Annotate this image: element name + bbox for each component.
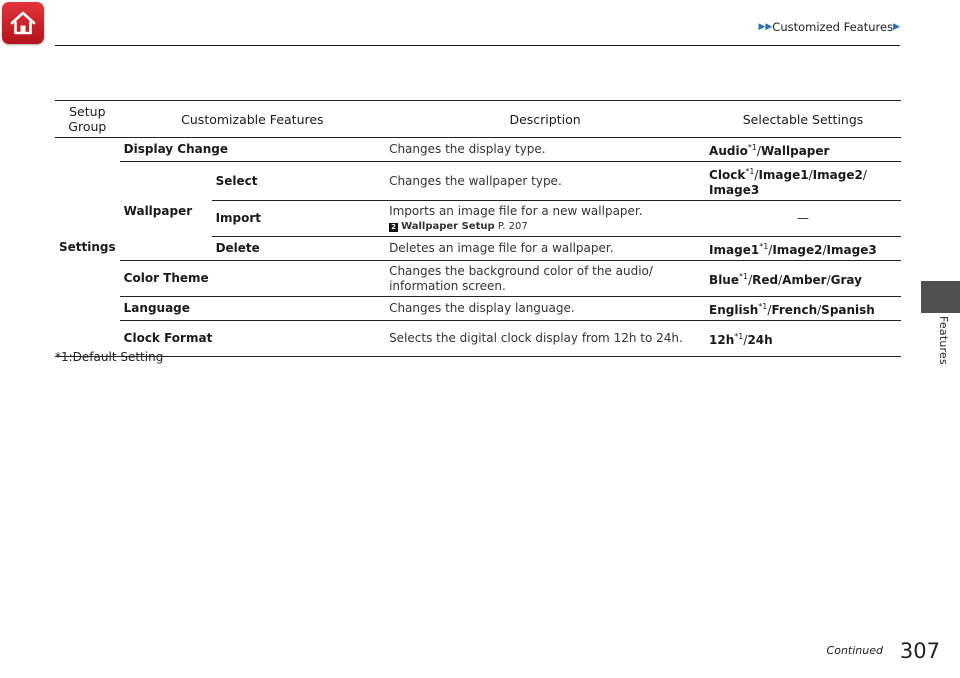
table-row [55,297,901,321]
subfeature-select: Select [212,162,385,201]
home-icon [7,7,39,39]
description-display-change: Changes the display type. [385,138,705,162]
description-select: Changes the wallpaper type. [385,162,705,201]
home-button[interactable] [2,2,44,44]
header-divider [55,45,900,46]
feature-language: Language [120,297,385,321]
table-row [55,138,901,162]
table-row [55,321,901,357]
setup-group-settings: Settings [55,138,120,357]
page-number: 307 [899,639,940,663]
settings-clock-format: $12h^{*1}/24h$ [705,321,901,357]
description-color-theme: Changes the background color of the audio/ information screen. [385,261,705,297]
feature-wallpaper: Wallpaper [120,162,212,261]
settings-delete: Image1$^{*1}$/Image2/Image3 [705,237,901,261]
description-language: Changes the display language. [385,297,705,321]
header-description: Description [385,101,705,138]
breadcrumb-next-icon: ▶ [893,22,900,32]
wallpaper-setup-link[interactable]: 2 Wallpaper Setup P. 207 [389,219,701,234]
description-delete: Deletes an image file for a wallpaper. [385,237,705,261]
settings-import: — [705,201,901,237]
settings-display-change: Audio$^{*1}$/Wallpaper [705,138,901,162]
breadcrumb-label[interactable]: Customized Features [772,20,894,34]
subfeature-import: Import [212,201,385,237]
header-selectable-settings: Selectable Settings [705,101,901,138]
default-setting-footnote: *1:Default Setting [55,350,164,364]
features-side-label: Features [937,316,950,365]
header-customizable-features: Customizable Features [120,101,385,138]
feature-display-change: Display Change [120,138,385,162]
settings-select: Clock$^{*1}$/Image1/Image2/ Image3 [705,162,901,201]
feature-color-theme: Color Theme [120,261,385,297]
table-row [55,162,901,201]
subfeature-delete: Delete [212,237,385,261]
cross-reference-icon: 2 [389,223,398,232]
breadcrumb[interactable] [758,20,900,34]
table-row [55,261,901,297]
settings-color-theme: Blue$^{*1}$/Red/Amber/Gray [705,261,901,297]
table-header-row [55,101,901,138]
description-clock-format: Selects the digital clock display from 12h to 24h. [385,321,705,357]
breadcrumb-arrow-icon: ▶▶ [758,22,773,32]
description-import: Imports an image file for a new wallpaper. 2 Wallpaper Setup P. 207 [385,201,705,237]
customized-features-table [55,100,901,357]
continued-label: Continued [826,644,883,657]
feature-clock-format: Clock Format [120,321,385,357]
features-side-tab[interactable] [921,281,960,313]
header-setup-group: Setup Group [55,101,120,138]
settings-language: English$^{*1}$/French/Spanish [705,297,901,321]
